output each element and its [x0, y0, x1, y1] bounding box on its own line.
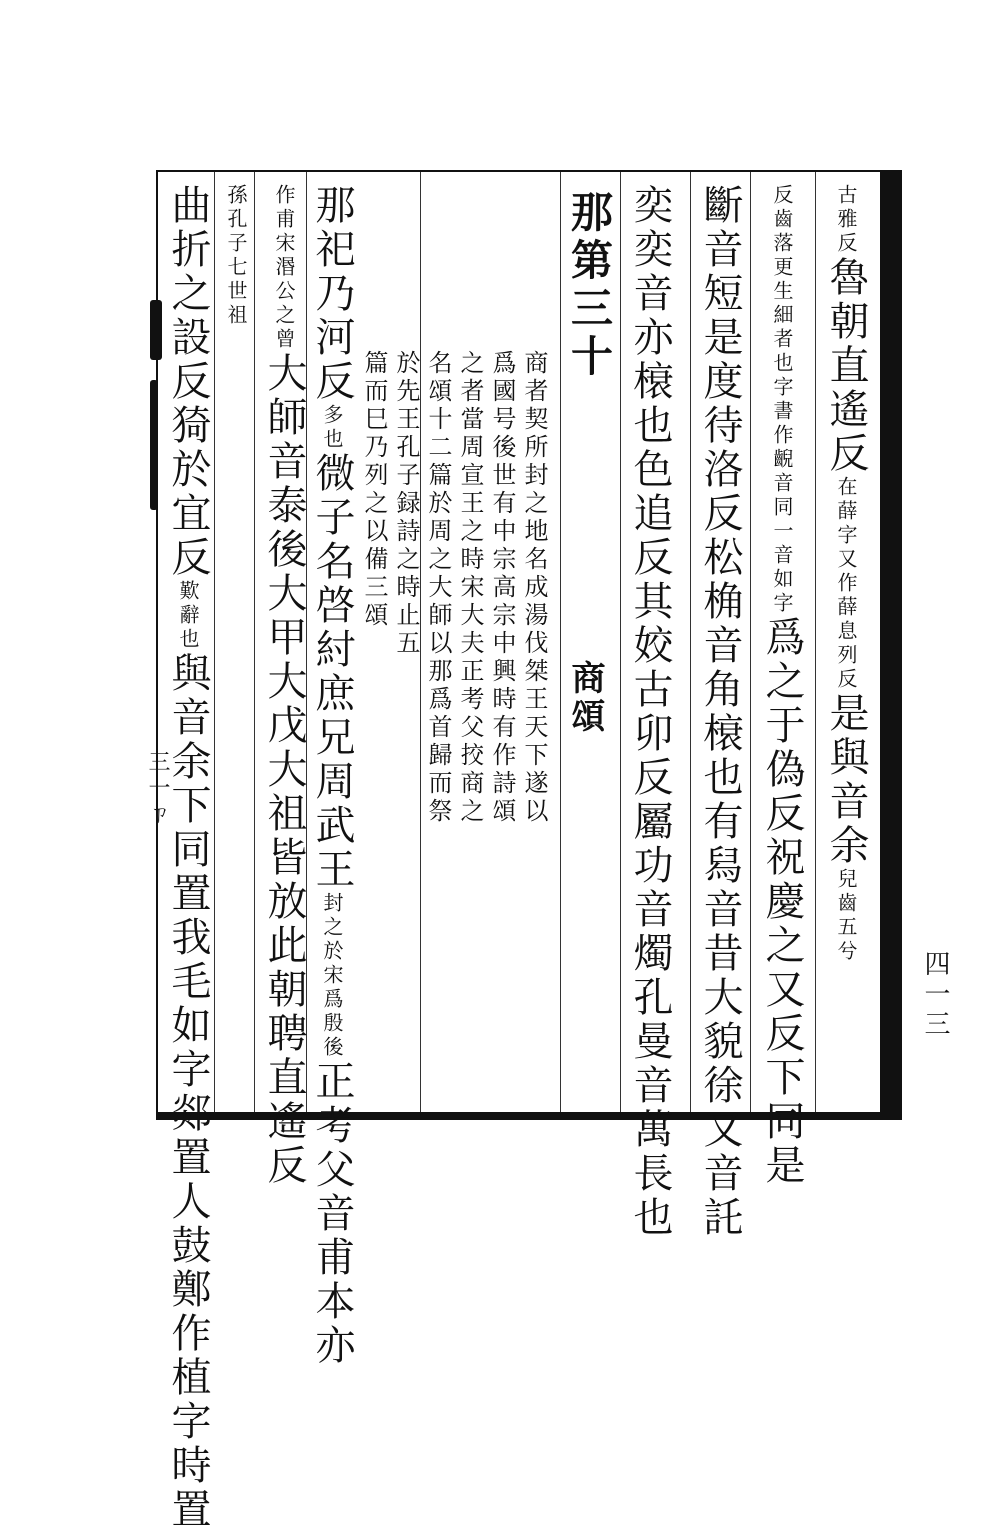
section-heading-text: 商頌 [565, 660, 605, 736]
main-text: 大師音泰後大甲大戊大祖皆放此 [261, 352, 307, 968]
main-text: 魯朝直遙反 [823, 256, 869, 476]
text-column-1 [823, 184, 869, 964]
main-text: 微子名啓紂庶兄周武王 [309, 452, 355, 892]
chapter-title-text: 那第三十 [565, 190, 614, 382]
ink-blot [150, 300, 162, 360]
main-text: 朝聘直遙反 [261, 968, 307, 1188]
main-text: 有舄音昔大貌徐又音託 [697, 800, 743, 1240]
annotation: 兒齒五兮 [834, 868, 858, 964]
annotation: 孫孔子七世祖 [224, 184, 248, 328]
main-text: 斷音短 [697, 184, 743, 316]
commentary-column-4 [426, 350, 450, 826]
annotation: 歎辭也 [176, 580, 200, 652]
annotation: 古雅反 [834, 184, 858, 256]
column-divider [420, 172, 421, 1112]
commentary-column-5 [394, 350, 418, 658]
main-text: 松桷音角榱也 [697, 536, 743, 800]
commentary-column-1 [522, 350, 546, 826]
column-divider [620, 172, 621, 1112]
annotation: 反齒落更生細者也字書作齯音同一音如字 [770, 184, 794, 616]
right-margin-bar [880, 170, 902, 1118]
column-divider [254, 172, 255, 1112]
annotation: 封之於宋爲殷後 [320, 892, 344, 1060]
main-text: 是與音余 [823, 692, 869, 868]
commentary-column-3 [458, 350, 482, 826]
text-column-7 [226, 184, 246, 328]
column-divider [560, 172, 561, 1112]
main-text: 屬功音燭 [627, 800, 673, 976]
main-text: 爲之于偽反 [759, 616, 805, 836]
main-text: 是 [759, 1144, 805, 1188]
commentary-text: 之者當周宣王之時宋大夫正考父挍商之 [456, 350, 484, 826]
main-text: 奕奕音亦 [627, 184, 673, 360]
column-divider [690, 172, 691, 1112]
commentary-text: 於先王孔子録詩之時止五 [392, 350, 420, 658]
annotation: 作甫宋湣公之曾 [272, 184, 296, 352]
commentary-column-6 [362, 350, 386, 630]
main-text: 猗於宜反 [165, 404, 211, 580]
fold-number: 三一ㄗ [145, 750, 170, 828]
column-divider [214, 172, 215, 1112]
page-number: 四一三 [920, 950, 950, 1040]
main-text: 正考父音甫本亦 [309, 1060, 355, 1368]
main-text: 置我毛如字郯置人鼓鄭作植字時置 [165, 872, 211, 1532]
text-column-5 [309, 184, 355, 1368]
main-text: 榱也色追反 [627, 360, 673, 580]
annotation: 在薛字又作薛息列反 [834, 476, 858, 692]
main-text: 其姣古卯反 [627, 580, 673, 800]
commentary-text: 名頌十二篇於周之大師以那爲首歸而祭 [424, 350, 452, 826]
commentary-text: 爲國号後世有中宗高宗中興時有作詩頌 [488, 350, 516, 826]
text-column-8 [165, 184, 211, 1532]
ink-blot [150, 380, 158, 510]
commentary-column-2 [490, 350, 514, 826]
chapter-title [565, 190, 614, 382]
section-heading [565, 660, 605, 736]
main-text: 曲折之設反 [165, 184, 211, 404]
column-divider [750, 172, 751, 1112]
text-column-2 [759, 184, 805, 1188]
column-divider [815, 172, 816, 1112]
annotation: 多也 [320, 404, 344, 452]
main-text: 那祀乃河反 [309, 184, 355, 404]
commentary-text: 篇而巳乃列之以備三頌 [360, 350, 388, 630]
main-text: 孔曼音萬長也 [627, 976, 673, 1240]
main-text: 是度待洛反 [697, 316, 743, 536]
text-column-4 [627, 184, 673, 1240]
text-column-6 [261, 184, 307, 1188]
main-text: 祝慶之又反下同 [759, 836, 805, 1144]
text-column-3 [697, 184, 743, 1240]
main-text: 與音余下同 [165, 652, 211, 872]
commentary-text: 商者契所封之地名成湯伐桀王天下遂以 [520, 350, 548, 826]
